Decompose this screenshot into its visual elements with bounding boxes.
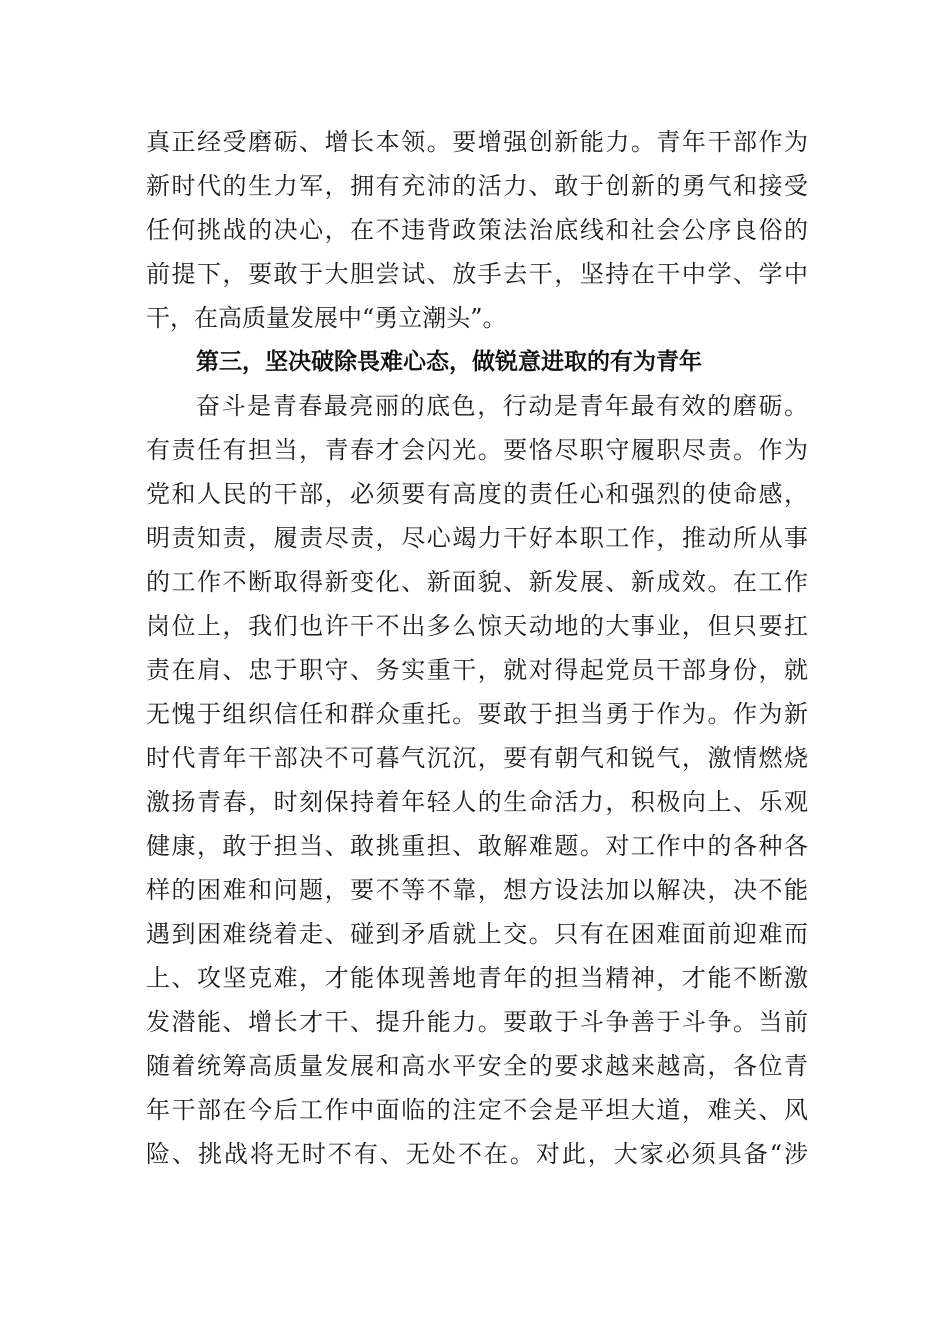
paragraph-line: 随着统筹高质量发展和高水平安全的要求越来越高，各位青 [146,1052,808,1080]
paragraph-line: 明责知责，履责尽责，尽心竭力干好本职工作，推动所从事 [146,524,808,552]
paragraph-line: 年干部在今后工作中面临的注定不会是平坦大道，难关、风 [146,1096,808,1124]
document-body [146,120,808,1176]
paragraph-line: 的工作不断取得新变化、新面貌、新发展、新成效。在工作 [146,568,808,596]
paragraph-line: 无愧于组织信任和群众重托。要敢于担当勇于作为。作为新 [146,700,808,728]
paragraph-line: 时代青年干部决不可暮气沉沉，要有朝气和锐气，激情燃烧 [146,744,808,772]
paragraph-line: 上、攻坚克难，才能体现善地青年的担当精神，才能不断激 [146,964,808,992]
paragraph-2 [146,384,808,1176]
paragraph-line: 激扬青春，时刻保持着年轻人的生命活力，积极向上、乐观 [146,788,808,816]
paragraph-line: 新时代的生力军，拥有充沛的活力、敢于创新的勇气和接受 [146,172,808,200]
paragraph-line: 奋斗是青春最亮丽的底色，行动是青年最有效的磨砺。 [196,392,808,420]
paragraph-line: 健康，敢于担当、敢挑重担、敢解难题。对工作中的各种各 [146,832,808,860]
paragraph-line: 前提下，要敢于大胆尝试、放手去干，坚持在干中学、学中 [146,260,808,288]
paragraph-line: 真正经受磨砺、增长本领。要增强创新能力。青年干部作为 [146,128,808,156]
paragraph-line: 险、挑战将无时不有、无处不在。对此，大家必须具备“涉 [146,1140,808,1168]
paragraph-line: 党和人民的干部，必须要有高度的责任心和强烈的使命感， [146,480,808,508]
paragraph-line: 任何挑战的决心，在不违背政策法治底线和社会公序良俗的 [146,216,808,244]
paragraph-1 [146,120,808,340]
paragraph-line: 样的困难和问题，要不等不靠，想方设法加以解决，决不能 [146,876,808,904]
paragraph-line: 岗位上，我们也许干不出多么惊天动地的大事业，但只要扛 [146,612,808,640]
paragraph-line: 责在肩、忠于职守、务实重干，就对得起党员干部身份，就 [146,656,808,684]
paragraph-line: 干，在高质量发展中“勇立潮头”。 [146,304,507,332]
paragraph-line: 有责任有担当，青春才会闪光。要恪尽职守履职尽责。作为 [146,436,808,464]
paragraph-line: 遇到困难绕着走、碰到矛盾就上交。只有在困难面前迎难而 [146,920,808,948]
section-heading: 第三，坚决破除畏难心态，做锐意进取的有为青年 [196,349,702,375]
paragraph-line: 发潜能、增长才干、提升能力。要敢于斗争善于斗争。当前 [146,1008,808,1036]
